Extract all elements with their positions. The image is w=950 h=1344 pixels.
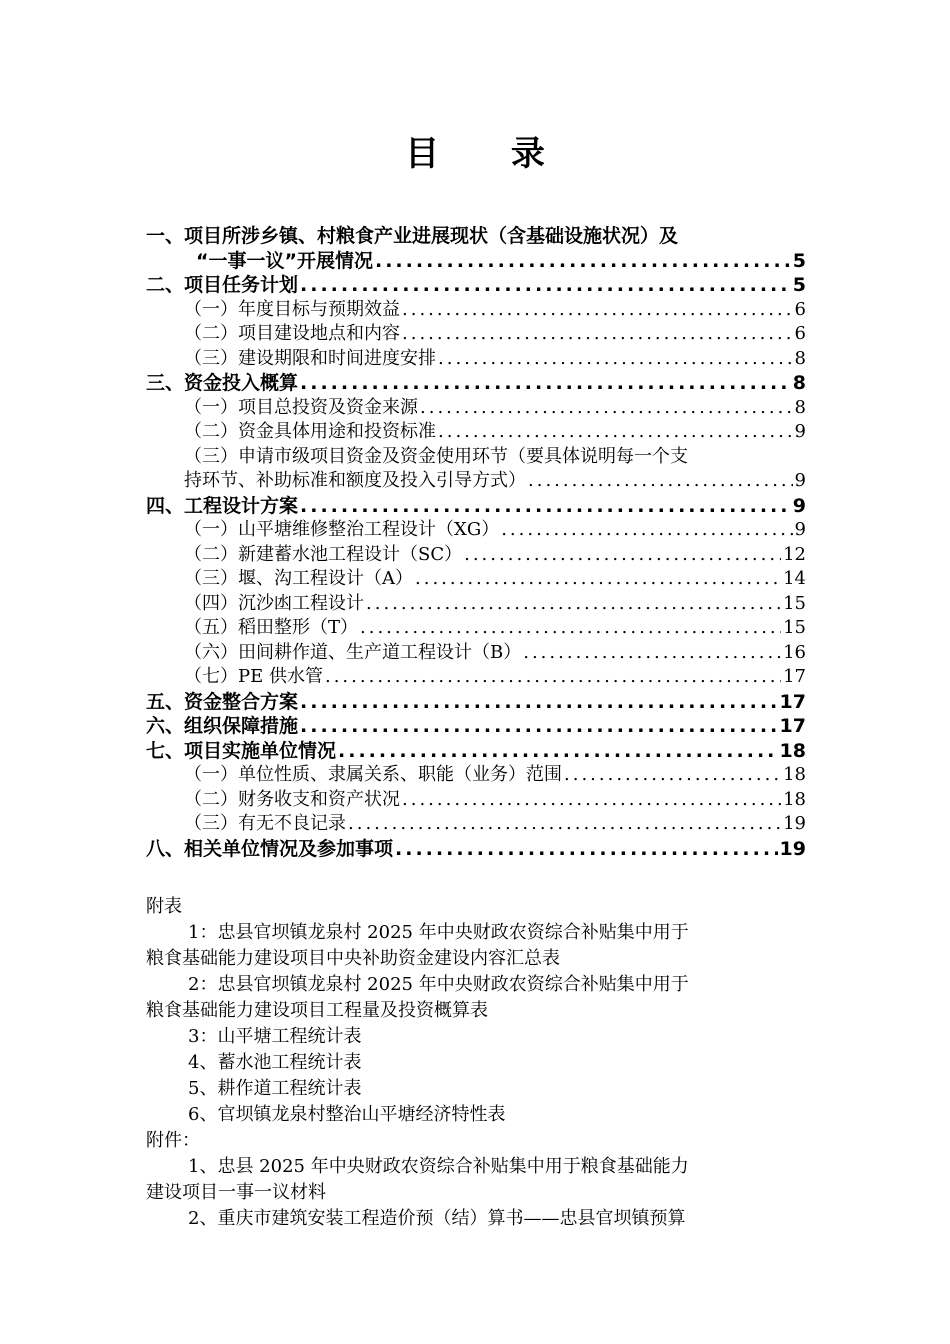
toc-entry[interactable] xyxy=(146,494,806,519)
toc-leader-dots xyxy=(523,641,781,666)
toc-entry-page: 19 xyxy=(783,813,806,834)
toc-entry-page: 9 xyxy=(794,421,806,442)
toc-entry[interactable] xyxy=(146,249,806,274)
toc-entry-page: 9 xyxy=(794,470,806,491)
toc-entry-label: （三）申请市级项目资金及资金使用环节（要具体说明每一个支 xyxy=(184,445,688,467)
toc-entry-label: （三）有无不良记录 xyxy=(184,813,346,834)
toc-entry[interactable] xyxy=(146,616,806,641)
toc-leader-dots xyxy=(438,420,793,445)
toc-entry[interactable] xyxy=(146,420,806,445)
toc-leader-dots xyxy=(300,371,791,396)
toc-leader-dots xyxy=(402,298,793,323)
appendix-line: 粮食基础能力建设项目中央补助资金建设内容汇总表 xyxy=(146,948,560,969)
appendix-list xyxy=(146,894,806,1232)
toc-entry-label: （三）堰、沟工程设计（A） xyxy=(184,568,413,589)
toc-entry[interactable] xyxy=(146,273,806,298)
toc-leader-dots xyxy=(300,690,778,715)
toc-entry-label: （七）PE 供水管 xyxy=(184,666,323,687)
appendix-line: 3：山平塘工程统计表 xyxy=(188,1026,362,1047)
toc-leader-dots xyxy=(438,347,793,372)
toc-entry-label: （一）年度目标与预期效益 xyxy=(184,298,400,320)
appendix-line: 1、忠县 2025 年中央财政农资综合补贴集中用于粮食基础能力 xyxy=(188,1156,689,1177)
toc-entry-label: （四）沉沙凼工程设计 xyxy=(184,592,364,614)
toc-entry-label: 三、资金投入概算 xyxy=(146,372,299,394)
toc-entry-page: 12 xyxy=(783,543,806,565)
toc-entry[interactable] xyxy=(146,543,806,568)
toc-leader-dots xyxy=(338,739,778,764)
toc-entry-page: 5 xyxy=(792,249,806,272)
toc-entry[interactable] xyxy=(146,763,806,788)
toc-leader-dots xyxy=(325,665,781,690)
toc-leader-dots xyxy=(300,273,791,298)
toc-entry-label: （二）财务收支和资产状况 xyxy=(184,788,400,810)
appendix-line: 1：忠县官坝镇龙泉村 2025 年中央财政农资综合补贴集中用于 xyxy=(188,922,689,943)
toc-entry-label: 持环节、补助标准和额度及投入引导方式） xyxy=(184,470,526,491)
toc-leader-dots xyxy=(420,396,793,421)
toc-entry-page: 15 xyxy=(783,592,806,614)
appendix-line: 建设项目一事一议材料 xyxy=(146,1182,326,1203)
toc-entry-label: （一）单位性质、隶属关系、职能（业务）范围 xyxy=(184,764,562,785)
appendix-line: 粮食基础能力建设项目工程量及投资概算表 xyxy=(146,1000,488,1021)
toc-entry-label: （一）项目总投资及资金来源 xyxy=(184,396,418,418)
toc-entry-page: 18 xyxy=(783,788,806,810)
appendix-line: 2、重庆市建筑安装工程造价预（结）算书——忠县官坝镇预算 xyxy=(188,1208,686,1229)
toc-entry-label: （五）稻田整形（T） xyxy=(184,617,359,638)
toc-entry[interactable] xyxy=(146,347,806,372)
toc-entry-label: （三）建设期限和时间进度安排 xyxy=(184,347,436,369)
toc-entry-label: 五、资金整合方案 xyxy=(146,690,299,713)
toc-entry-label: （一）山平塘维修整治工程设计（XG） xyxy=(184,519,500,540)
toc-entry[interactable] xyxy=(146,739,806,764)
toc-entry-page: 6 xyxy=(794,298,806,320)
toc-entry[interactable] xyxy=(146,445,806,470)
toc-entry-page: 8 xyxy=(794,347,806,369)
toc-entry[interactable] xyxy=(146,396,806,421)
toc-entry-page: 18 xyxy=(783,764,806,785)
toc-entry-label: 二、项目任务计划 xyxy=(146,274,299,296)
toc-entry-page: 17 xyxy=(779,690,806,713)
toc-entry[interactable] xyxy=(146,518,806,543)
toc-entry[interactable] xyxy=(146,665,806,690)
toc-entry-label: （六）田间耕作道、生产道工程设计（B） xyxy=(184,641,522,663)
toc-entry[interactable] xyxy=(146,592,806,617)
toc-entry[interactable] xyxy=(146,469,806,494)
appendix-line: 附件： xyxy=(146,1130,200,1151)
toc-entry[interactable] xyxy=(146,837,806,862)
toc-entry-page: 17 xyxy=(779,715,806,737)
toc-entry-page: 9 xyxy=(792,494,806,517)
toc-entry-page: 19 xyxy=(779,837,806,860)
toc-entry-label: （二）项目建设地点和内容 xyxy=(184,323,400,344)
toc-entry-page: 14 xyxy=(783,568,806,589)
toc-entry[interactable] xyxy=(146,641,806,666)
appendix-line: 6、官坝镇龙泉村整治山平塘经济特性表 xyxy=(188,1104,506,1125)
toc-entry[interactable] xyxy=(146,298,806,323)
toc-leader-dots xyxy=(501,518,792,543)
toc-entry-label: （二）新建蓄水池工程设计（SC） xyxy=(184,543,463,565)
toc-leader-dots xyxy=(366,592,781,617)
toc-leader-dots xyxy=(402,788,781,813)
toc-leader-dots xyxy=(300,714,778,739)
toc-entry-page: 16 xyxy=(783,641,806,663)
toc-entry-label: 八、相关单位情况及参加事项 xyxy=(146,837,394,860)
toc-leader-dots xyxy=(464,543,781,568)
appendix-line: 4、蓄水池工程统计表 xyxy=(188,1052,362,1073)
toc-leader-dots xyxy=(395,837,778,862)
toc-entry-page: 6 xyxy=(794,323,806,344)
toc-entry-label: 七、项目实施单位情况 xyxy=(146,739,337,762)
toc-entry[interactable] xyxy=(146,812,806,837)
toc-entry[interactable] xyxy=(146,322,806,347)
toc-entry[interactable] xyxy=(146,690,806,715)
toc-entry[interactable] xyxy=(146,371,806,396)
toc-leader-dots xyxy=(300,494,791,519)
toc-entry-label: 一、项目所涉乡镇、村粮食产业进展现状（含基础设施状况）及 xyxy=(146,225,679,247)
toc-entry[interactable] xyxy=(146,714,806,739)
toc-entry-page: 17 xyxy=(783,666,806,687)
toc-entry-label: 六、组织保障措施 xyxy=(146,715,299,737)
appendix-line: 附表 xyxy=(146,896,182,917)
toc-entry-label: “一事一议”开展情况 xyxy=(196,249,373,272)
toc-leader-dots xyxy=(360,616,781,641)
appendix-line: 5、耕作道工程统计表 xyxy=(188,1078,362,1099)
toc-entry-label: （二）资金具体用途和投资标准 xyxy=(184,421,436,442)
toc-leader-dots xyxy=(348,812,781,837)
toc-entry-page: 9 xyxy=(794,519,806,540)
toc-leader-dots xyxy=(528,469,793,494)
toc-entry-page: 18 xyxy=(779,739,806,762)
toc-entry-page: 8 xyxy=(794,396,806,418)
toc-entry-page: 15 xyxy=(783,617,806,638)
appendix-line: 2：忠县官坝镇龙泉村 2025 年中央财政农资综合补贴集中用于 xyxy=(188,974,689,995)
page-title: 目 录 xyxy=(405,134,575,174)
toc-leader-dots xyxy=(564,763,781,788)
toc-entry-page: 5 xyxy=(792,274,806,296)
toc-entry[interactable] xyxy=(146,567,806,592)
toc-entry[interactable] xyxy=(146,224,806,249)
toc-leader-dots xyxy=(415,567,781,592)
toc-entry[interactable] xyxy=(146,788,806,813)
toc-entry-label: 四、工程设计方案 xyxy=(146,494,299,517)
toc-leader-dots xyxy=(402,322,793,347)
table-of-contents xyxy=(146,224,806,861)
toc-entry-page: 8 xyxy=(792,372,806,394)
toc-leader-dots xyxy=(375,249,791,274)
